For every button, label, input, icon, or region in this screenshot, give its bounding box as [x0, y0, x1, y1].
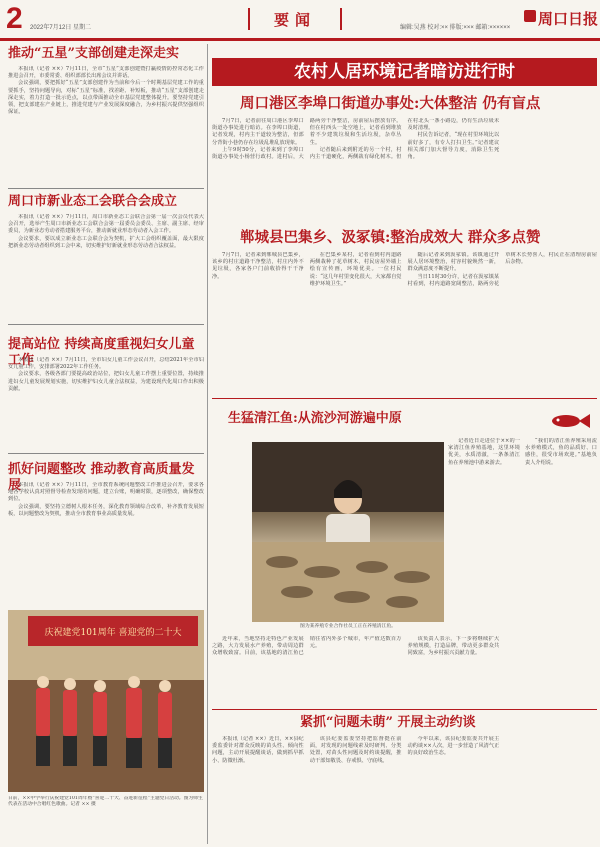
paragraph: 上午9时50分，记者来到了李埠口街道办事处小杨营行政村。进村后，大路两旁干净整洁，房前屋后摆放有序。但在村西头一处空地上，记者看到堆放着不少建筑垃圾和生活垃圾，杂草丛生。	[212, 118, 402, 161]
paragraph: 近年来，当地坚持走特色产业发展之路，大力发展水产养殖，带动周边群众增收致富。目前，该基地的清江鱼已销往省内外多个城市，年产值达数百万元。	[212, 636, 402, 657]
article-body-r3	[448, 438, 597, 633]
photo-caption-left: 日前，××中学举行庆祝建党101周年暨“喜迎二十大、奋进新征程”主题党日活动。图为师生代表在活动中合唱红色歌曲。记者 ×× 摄	[8, 796, 203, 808]
article-body-r3-col1	[212, 438, 248, 624]
divider	[8, 453, 204, 454]
paragraph: 本报讯（记者 ××）7月11日，全市教育系统问题整改工作推进会召开，要求各地各学校认真对照督导检查发现的问题，建立台账，明确时限，逐项整改，确保整改到位。	[8, 482, 204, 503]
article-title-r3: 生猛清江鱼:从流沙河游遍中原	[228, 411, 402, 426]
newspaper-logo-icon	[524, 10, 536, 22]
article-body-r2	[212, 252, 597, 394]
divider	[212, 398, 597, 399]
article-title-3: 提高站位 持续高度重视妇女儿童工作	[8, 337, 195, 368]
article-body-4	[8, 482, 204, 602]
section-divider-left	[248, 8, 250, 30]
paragraph: 本报讯（记者 ××）7月11日，全市“五星”支部创建暨打赢疫情防控常态化工作推进会召开，市委常委、组织部部长出席会议并讲话。	[8, 66, 204, 80]
photo-illustration	[252, 442, 444, 622]
photo-illustration	[8, 610, 204, 792]
paragraph: 会议强调，要坚持立德树人根本任务，深化教育领域综合改革，补齐教育发展短板，以问题整改为契机，推动全市教育事业高质量发展。	[8, 503, 204, 517]
photo-banner-text: 庆祝建党101周年 喜迎党的二十大	[44, 628, 182, 638]
paragraph: 随后记者来到汲冢镇。该镇通过开展人居环境整治，村容村貌焕然一新，群众满意度不断提升。	[407, 252, 500, 273]
paragraph: 会议要求，各级各部门要提高政治站位，把妇女儿童工作摆上重要位置，持续推进妇女儿童发展规划实施，切实维护妇女儿童合法权益，为建设现代化周口作出积极贡献。	[8, 371, 204, 392]
news-photo-fish-farm	[252, 442, 444, 622]
article-body-3	[8, 357, 204, 449]
paragraph: 7月7日，记者来到郸城县巴集乡，该乡的村庄道路干净整洁，村庄内外不见垃圾，各家各户门前收拾得干干净净。	[212, 252, 304, 280]
column-divider	[207, 44, 208, 844]
paragraph: 会议强调，要把抓好“五星”支部创建作为当前和今后一个时期基层党建工作的重要抓手，坚持问题导向，对标“五星”标准，找差距、补短板，推动“五星”支部创建走深走实，着力打造一批示范点，以点带面推动全市基层党建整体提升。要坚持党建引领，把支部建在产业链上，推进党建与产业发展深度融合，为乡村振兴提供坚强组织保证。	[8, 80, 204, 116]
newspaper-logo: 周口日报	[538, 12, 599, 28]
page-number: 2	[6, 2, 23, 35]
divider	[212, 709, 597, 710]
article-title-2: 周口市新业态工会联合会成立	[8, 194, 178, 209]
paragraph: 7月7日，记者前往周口港区李埠口街道办事处进行暗访。在李埠口街道，记者发现，村内主干道较为整洁，但部分背街小巷仍存在垃圾乱堆乱放现象。	[212, 118, 304, 146]
article-body-r1	[212, 118, 597, 221]
article-title-r4: 紧抓“问题未萌” 开展主动约谈	[300, 715, 476, 730]
article-body-2	[8, 214, 204, 320]
article-title-1: 推动“五星”支部创建走深走实	[8, 46, 179, 61]
section-title: 要闻	[273, 11, 316, 29]
article-title-r2: 郸城县巴集乡、汲冢镇:整治成效大 群众多点赞	[240, 229, 541, 246]
article-title-r1: 周口港区李埠口街道办事处:大体整洁 仍有盲点	[240, 95, 541, 112]
paragraph: 记者近日走进位于××的一家清江鱼养殖基地，这里环境优美，水质清澈，一条条清江鱼在养殖池中游来游去。	[448, 438, 520, 466]
paragraph: 记者随后来到附近的另一个村，村内主干道硬化，两侧栽有绿化树木。但在村北头一条小路边，仍有生活垃圾未及时清理。	[309, 118, 500, 161]
header-rule	[0, 38, 600, 41]
paragraph: 今年以来，该县纪委监委共开展主动约谈××人次，进一步营造了风清气正的良好政治生态。	[407, 736, 500, 757]
article-body-1	[8, 66, 204, 184]
article-body-r4	[212, 736, 597, 842]
editors-line: 编辑:吴燕 校对:×× 排版:××× 邮箱:××××××	[400, 25, 511, 31]
news-photo-event	[8, 610, 204, 792]
paragraph: “我们的清江鱼养殖采用流水养殖模式，鱼的品质好、口感佳，很受市场欢迎。”基地负责人介绍说。	[525, 438, 597, 466]
paragraph: 本报讯（记者 ××）7月11日，周口市新业态工会联合会第一届一次会员代表大会召开，选举产生周口市新业态工会联合会第一届委员会委员、主席、副主席、经审委员，为新业态劳动者搭建服务平台，推动新就业形态劳动者入会工作。	[8, 214, 204, 235]
decorative-fish-icon	[548, 412, 592, 430]
paragraph: 会议要求，要以成立新业态工会联合会为契机，扩大工会组织覆盖面，最大限度把新业态劳动者组织到工会中来，切实维护好新就业形态劳动者合法权益。	[8, 235, 204, 249]
paragraph: 该县纪委监委坚持把监督挺在前面，对发现的问题线索及时研判、分类处置，对苗头性问题及时约谈提醒，推动干部知敬畏、存戒惧、守底线。	[309, 736, 402, 764]
paragraph: 当日11时30分许，记者在汲冢镇某村看到，村内道路宽阔整洁，路两旁花草树木长势喜人，村民正在清理房前屋后杂物。	[407, 252, 597, 287]
paragraph: 该负责人表示，下一步将继续扩大养殖规模，打造品牌，带动更多群众共同致富，为乡村振兴贡献力量。	[407, 636, 500, 657]
section-divider-right	[340, 8, 342, 30]
feature-title: 农村人居环境记者暗访进行时	[212, 58, 597, 86]
article-body-r3b	[212, 636, 597, 704]
paragraph: 本报讯（记者 ××）近日，××县纪委监委针对群众反映的苗头性、倾向性问题，主动开展提醒谈话，做到抓早抓小、防微杜渐。	[212, 736, 304, 764]
photo-caption-right: 图为某养殖专业合作社员工正在养殖清江鱼。	[300, 624, 396, 629]
paragraph: 本报讯（记者 ××）7月11日，全市妇女儿童工作会议召开，总结2021年全市妇女儿童工作，安排部署2022年工作任务。	[8, 357, 204, 371]
divider	[8, 324, 204, 325]
divider	[8, 188, 204, 189]
paragraph: 在巴集乡某村，记者看到村内道路两侧栽种了花草树木，村民房屋外墙上绘有宣传画，环境优美。一位村民说：“这几年村里变化很大，大家都自觉维护环境卫生。”	[309, 252, 402, 287]
date-line: 2022年7月12日 星期二	[30, 25, 92, 31]
article-title-4: 抓好问题整改 推动教育高质量发展	[8, 462, 195, 493]
paragraph: 村民告诉记者，“现在村里环境比以前好多了，有专人打扫卫生。”记者建议相关部门加大督导力度，消除卫生死角。	[407, 132, 500, 161]
